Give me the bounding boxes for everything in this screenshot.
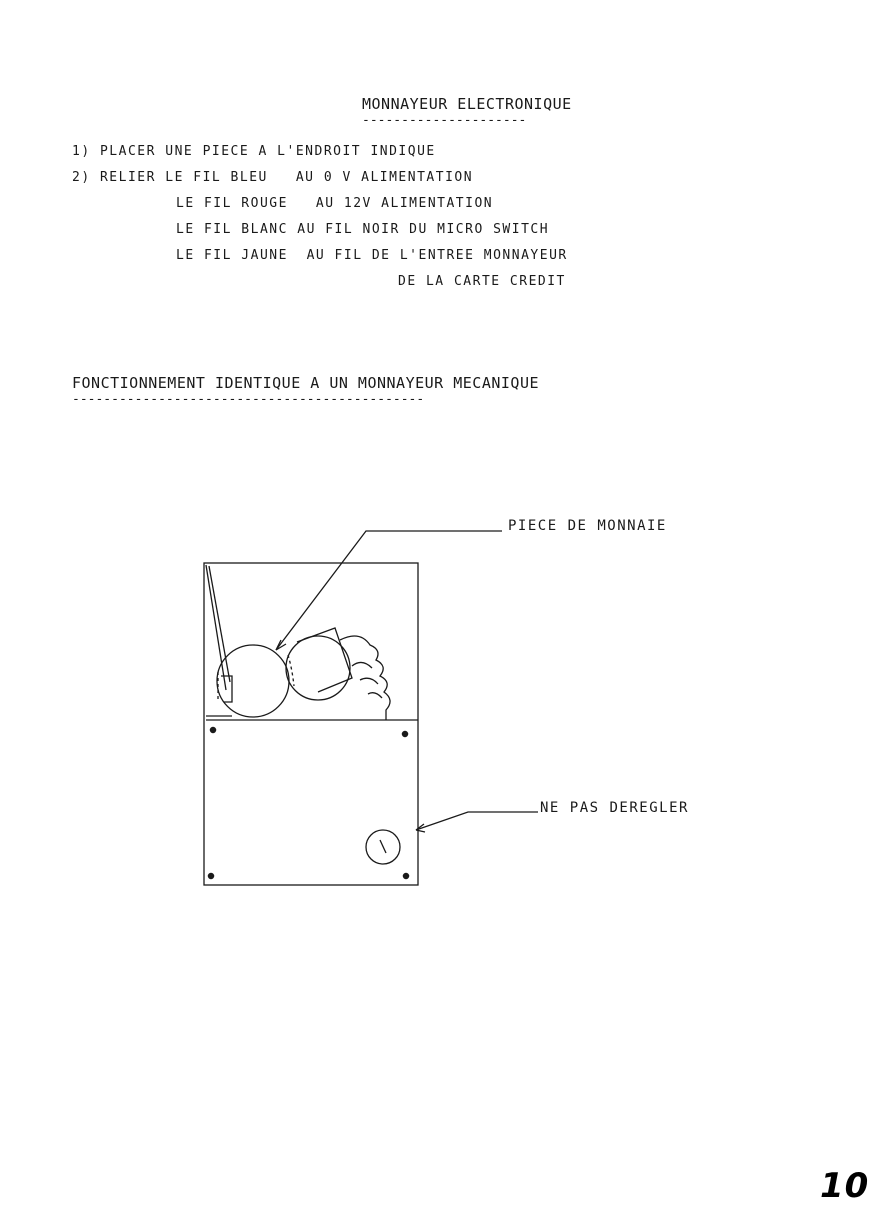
instruction-2-yellow-wire-cont: DE LA CARTE CREDIT [398, 274, 566, 289]
page-number: 10 [820, 1166, 870, 1206]
screw-bottom-left [208, 873, 213, 878]
operation-note: FONCTIONNEMENT IDENTIQUE A UN MONNAYEUR MECANIQUE [72, 374, 540, 392]
instruction-1: 1) PLACER UNE PIECE A L'ENDROIT INDIQUE [72, 144, 436, 159]
mechanism-housing [204, 563, 418, 885]
instruction-2: 2) RELIER LE FIL BLEU AU 0 V ALIMENTATION [72, 170, 474, 185]
coin-icon [217, 645, 289, 717]
title-underline: --------------------- [362, 113, 527, 128]
instruction-2-white-wire: LE FIL BLANC AU FIL NOIR DU MICRO SWITCH [176, 222, 550, 237]
coin-block [297, 628, 352, 692]
screw-bottom-right [403, 873, 408, 878]
knob-callout-leader [416, 812, 538, 830]
callout-adjust-label: NE PAS DEREGLER [540, 800, 689, 816]
wire [206, 565, 226, 690]
screw-top-left [210, 727, 215, 732]
page-title: MONNAYEUR ELECTRONIQUE [362, 95, 572, 113]
instruction-2-yellow-wire: LE FIL JAUNE AU FIL DE L'ENTREE MONNAYEUR [176, 248, 568, 263]
note-underline: --------------------------------------------- [72, 392, 425, 407]
bracket [221, 676, 232, 702]
coin-callout-leader [276, 531, 502, 650]
callout-coin-label: PIECE DE MONNAIE [508, 518, 667, 534]
screw-top-right [402, 731, 407, 736]
instruction-2-red-wire: LE FIL ROUGE AU 12V ALIMENTATION [176, 196, 494, 211]
